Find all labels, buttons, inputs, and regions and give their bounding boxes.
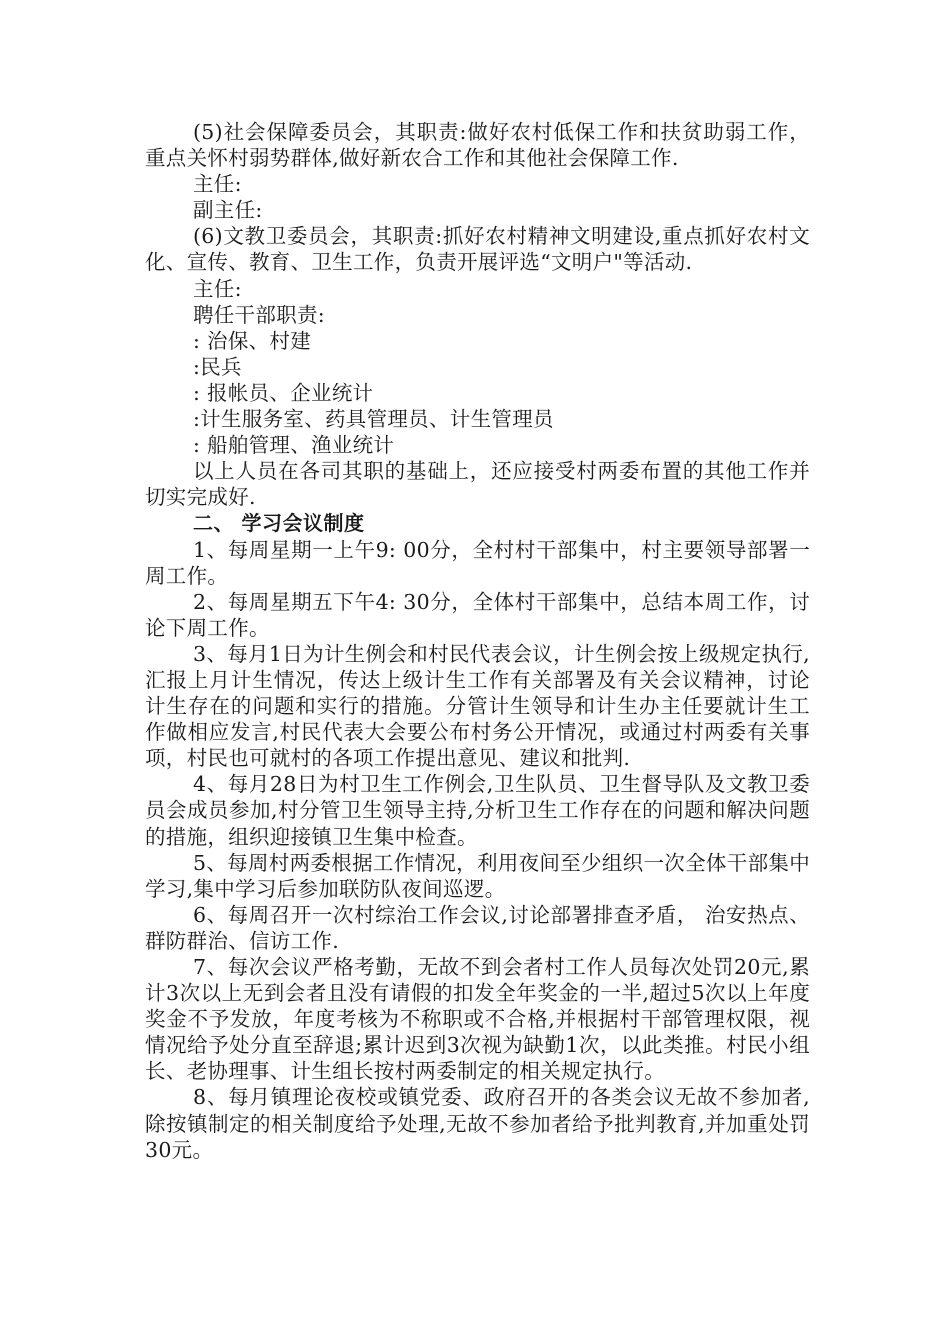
paragraph-deputy-director: 副主任: [193,198,263,223]
paragraph-duty-accounting: : 报帐员、企业统计 [193,380,374,405]
paragraph-duty-militia: :民兵 [193,354,242,379]
paragraph-rule-2: 2、每周星期五下午4: 30分，全体村干部集中，总结本周工作，讨论下周工作。 [145,589,810,640]
paragraph-rule-6: 6、每周召开一次村综治工作会议,讨论部署排查矛盾， 治安热点、群防群治、信访工作. [145,902,810,953]
paragraph-duty-ship-fishery: : 船舶管理、渔业统计 [193,433,395,458]
paragraph-rule-1: 1、每周星期一上午9: 00分，全村村干部集中，村主要领导部署一周工作。 [145,537,810,588]
section-heading-study-meeting: 二、 学习会议制度 [193,511,365,536]
paragraph-director-2: 主任: [193,276,242,301]
paragraph-duty-security: : 治保、村建 [193,328,312,353]
paragraph-rule-4: 4、每月28日为村卫生工作例会,卫生队员、卫生督导队及文教卫委员会成员参加,村分管卫生领导主持,分析卫生工作存在的问题和解决问题的措施，组织迎接镇卫生集中检查。 [145,772,810,849]
paragraph-rule-7: 7、每次会议严格考勤，无故不到会者村工作人员每次处罚20元,累计3次以上无到会者且没有请假的扣发全年奖金的一半,超过5次以上年度奖金不予发放，年度考核为不称职或不合格,并根据村干部管理权限，视情况给予处分直至辞退;累计迟到3次视为缺勤1次，以此类推。村民小组长、老协理事、计生组长按村两委制定的相关规定执行。 [145,955,810,1084]
paragraph-additional-duties: 以上人员在各司其职的基础上，还应接受村两委布置的其他工作并切实完成好. [145,459,810,510]
paragraph-culture-health-committee: (6)文教卫委员会，其职责:抓好农村精神文明建设,重点抓好农村文化、宣传、教育、卫生工作，负责开展评选“文明户"等活动. [145,224,810,275]
paragraph-duty-family-planning: :计生服务室、药具管理员、计生管理员 [193,407,554,432]
paragraph-rule-3: 3、每月1日为计生例会和村民代表会议，计生例会按上级规定执行,汇报上月计生情况，传达上级计生工作有关部署及有关会议精神，讨论计生存在的问题和实行的措施。分管计生领导和计生办主任要就计生工作做相应发言,村民代表大会要公布村务公开情况，或通过村两委有关事项，村民也可就村的各项工作提出意见、建议和批判. [145,641,810,771]
document-body [145,119,810,1163]
paragraph-rule-5: 5、每周村两委根据工作情况，利用夜间至少组织一次全体干部集中学习,集中学习后参加联防队夜间巡逻。 [145,850,810,901]
paragraph-director-1: 主任: [193,172,242,197]
paragraph-social-security-committee: (5)社会保障委员会，其职责:做好农村低保工作和扶贫助弱工作，重点关怀村弱势群体,做好新农合工作和其他社会保障工作. [145,120,810,171]
paragraph-hired-cadre-duties: 聘任干部职责: [193,302,326,327]
paragraph-rule-8: 8、每月镇理论夜校或镇党委、政府召开的各类会议无故不参加者,除按镇制定的相关制度给予处理,无故不参加者给予批判教育,并加重处罚30元。 [145,1085,810,1162]
